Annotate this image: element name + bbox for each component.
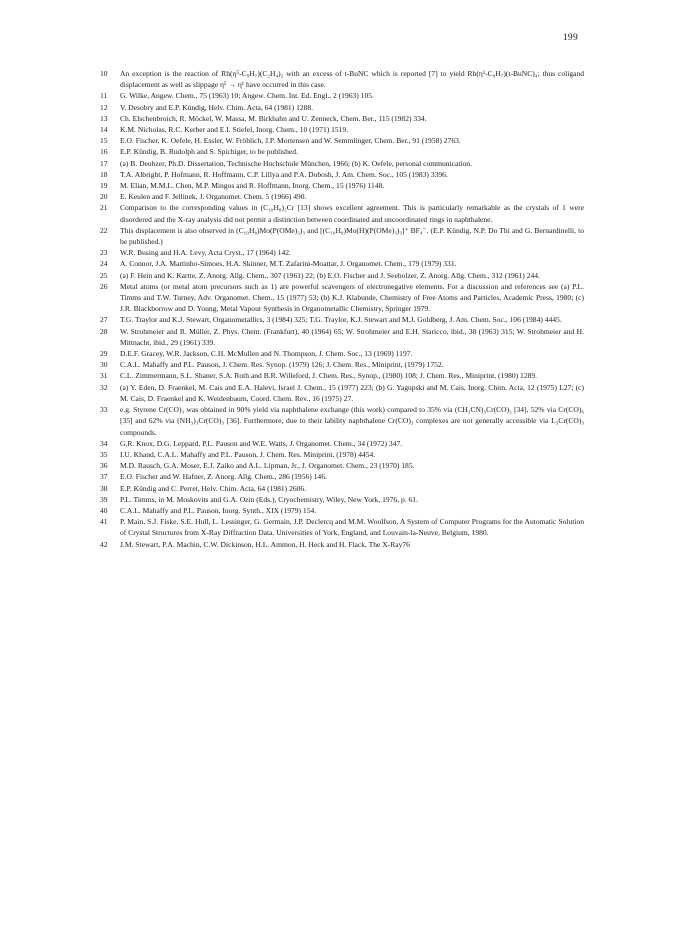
reference-text: T.G. Traylor and K.J. Stewart, Organometallics, 3 (1984) 325; T.G. Traylor, K.J. Stewart and M.J. Goldberg, J. Am. Chem. Soc., 106 (1984) 4445.: [120, 315, 562, 325]
reference-text: W.R. Busing and H.A. Levy, Acta Cryst., 17 (1964) 142.: [120, 248, 291, 258]
reference-item: [100, 483, 584, 494]
reference-item: [100, 494, 584, 505]
reference-number: 32: [100, 382, 108, 392]
reference-text: An exception is the reaction of Rh(η⁵-C₉H₇)(C₂H₄)₂ with an excess of t-BuNC which is reported [7] to yield Rh(η¹-C₉H₇)(t-BuNC)₄; thus coligand displacement as well as slippage η⁵ → η¹ have occurred in this case.: [120, 69, 584, 90]
reference-text: This displacement is also observed in (C₁₀H₈)Mo(P(OMe)₃)₃ and [(C₁₀H₈)Mo(H)(P(OMe)₃)₃]⁺ BF₄⁻. (E.P. Kündig, N.P. Do Thi and G. Bernardinelli, to be published.): [120, 225, 584, 247]
reference-number: 35: [100, 449, 108, 459]
reference-number: 20: [100, 192, 108, 202]
reference-number: 42: [100, 539, 108, 549]
reference-number: 27: [100, 315, 108, 325]
reference-item: [100, 270, 584, 281]
reference-number: 41: [100, 517, 108, 527]
reference-text: M. Elian, M.M.L. Chen, M.P. Mingos and R. Hoffmann, Inorg. Chem., 15 (1976) 1148.: [120, 181, 385, 191]
reference-text: T.A. Albright, P. Hofmann, R. Hoffmann, C.P. Lillya and P.A. Dobosh, J. Am. Chem. Soc., 105 (1983) 3396.: [120, 169, 448, 179]
reference-text: G. Wilke, Angew. Chem., 75 (1963) 10; Angew. Chem. Int. Ed. Engl., 2 (1963) 105.: [120, 91, 374, 101]
reference-text: K.M. Nicholas, R.C. Kerber and E.I. Stiefel, Inorg. Chem., 10 (1971) 1519.: [120, 125, 349, 135]
reference-number: 22: [100, 225, 108, 235]
reference-number: 33: [100, 405, 108, 415]
reference-item: [100, 225, 584, 247]
reference-item: [100, 348, 584, 359]
reference-text: (a) Y. Eden, D. Fraenkel, M. Cais and E.A. Halevi, Israel J. Chem., 15 (1977) 223; (b) G. Yagupski and M. Cais, Inorg. Chim. Acta, 12 (1975) L27; (c) M. Cais, D. Fraenkel and K. Weidenbaum, Coord. Chem. Rev., 16 (1975) 27.: [120, 382, 584, 403]
reference-list: [100, 68, 584, 550]
reference-text: (a) B. Deubzer, Ph.D. Dissertation, Technische Hochschule München, 1966; (b) K. Oefele, personal communication.: [120, 158, 472, 168]
reference-item: [100, 124, 584, 135]
reference-text: A. Connor, J.A. Martinho-Simoes, H.A. Skinner, M.T. Zafarini-Moattar, J. Organomet. Chem., 179 (1979) 331.: [120, 259, 457, 269]
reference-text: E.O. Fischer, K. Oefele, H. Essler, W. Fröhlich, J.P. Mortensen and W. Semmlinger, Chem. Ber., 91 (1958) 2763.: [120, 136, 461, 146]
reference-item: [100, 258, 584, 269]
reference-number: 29: [100, 349, 108, 359]
reference-number: 14: [100, 125, 108, 135]
reference-number: 10: [100, 69, 108, 78]
reference-text: C.A.L. Mahaffy and P.L. Pauson, Inorg. Synth., XIX (1979) 154.: [120, 505, 317, 515]
reference-item: [100, 359, 584, 370]
reference-item: [100, 90, 584, 101]
page-number: 199: [562, 33, 578, 43]
reference-item: [100, 113, 584, 124]
reference-number: 28: [100, 326, 108, 336]
reference-number: 12: [100, 102, 108, 112]
reference-item: [100, 438, 584, 449]
reference-item: [100, 449, 584, 460]
reference-text: P.L. Timms, in M. Moskovits and G.A. Ozin (Eds.), Cryochemistry, Wiley, New York, 1976, p. 61.: [120, 494, 418, 504]
reference-number: 25: [100, 270, 108, 280]
reference-item: [100, 68, 584, 90]
reference-item: [100, 326, 584, 348]
reference-number: 38: [100, 483, 108, 493]
reference-text: E.P. Kündig, B. Rudolph and S. Spichiger, to be published.: [120, 147, 298, 157]
reference-text: W. Strohmeier and R. Müller, Z. Phys. Chem. (Frankfurt), 40 (1964) 65; W. Strohmeier and E.H. Staricco, ibid., 38 (1963) 315; W. Strohmeier and H. Mittnacht, ibid., 29 (1961) 339.: [120, 326, 584, 347]
reference-text: D.E.F. Gracey, W.R. Jackson, C.H. McMullen and N. Thompson, J. Chem. Soc., 13 (1969) 1197.: [120, 349, 413, 359]
reference-text: E.P. Kündig and C. Perret, Helv. Chim. Acta, 64 (1981) 2606.: [120, 483, 307, 493]
reference-item: [100, 135, 584, 146]
reference-number: 16: [100, 147, 108, 157]
reference-text: V. Desobry and E.P. Kündig, Helv. Chim. Acta, 64 (1981) 1288.: [120, 102, 314, 112]
reference-number: 40: [100, 505, 108, 515]
reference-text: Comparison to the corresponding values in (C₁₀H₈)₂Cr [13] shows excellent agreement. This is particularly remarkable as the crystals of 1 were disordered and the X-ray analysis did not permit a distinction between coordinated and uncoordinated rings in naphthalene.: [120, 203, 584, 224]
reference-text: P. Main, S.J. Fiske, S.E. Hull, L. Lessinger, G. Germain, J.P. Declercq and M.M. Woolfson, A System of Computer Programs for the Automatic Solution of Crystal Structures from X-Ray Diffraction Data. Universities of York, England, and Louvain-la-Neuve, Belgium, 1980.: [120, 517, 584, 538]
reference-item: [100, 158, 584, 169]
reference-number: 36: [100, 461, 108, 471]
reference-item: [100, 460, 584, 471]
reference-text: C.L. Zimmermann, S.L. Shaner, S.A. Roth and B.R. Willeford, J. Chem. Res., Synop., (1980) 108; J. Chem. Res., Miniprint, (1980) 1289.: [120, 371, 538, 381]
reference-text: e.g. Styrene Cr(CO)₃ was obtained in 90% yield via naphthalene exchange (this work) compared to 35% via (CH₃CN)₃Cr(CO)₃ [34], 52% via Cr(CO)₆ [35] and 62% via (NH₃)₃Cr(CO)₃ [36]. Furthermore, due to their lability naphthalene Cr(CO)₃ complexes are not generally accessible via L₃Cr(CO)₃ compounds.: [120, 405, 584, 437]
reference-number: 15: [100, 136, 108, 146]
reference-item: [100, 404, 584, 438]
reference-number: 34: [100, 438, 108, 448]
reference-number: 17: [100, 158, 108, 168]
reference-text: Ch. Elschenbroich, R. Möckel, W. Massa, M. Birkhahn and U. Zenneck, Chem. Ber., 115 (1982) 334.: [120, 113, 427, 123]
reference-text: C.A.L. Mahaffy and P.L. Pauson, J. Chem. Res. Synop. (1979) 126; J. Chem. Res., Miniprint, (1979) 1752.: [120, 360, 444, 370]
reference-item: [100, 247, 584, 258]
reference-number: 24: [100, 259, 108, 269]
reference-item: [100, 382, 584, 404]
reference-item: [100, 314, 584, 325]
reference-text: E.O. Fischer and W. Hafner, Z. Anorg. Allg. Chem., 286 (1956) 146.: [120, 472, 327, 482]
reference-number: 11: [100, 91, 108, 101]
reference-text: Metal atoms (or metal atom precursors such as 1) are powerful scavengers of electronegative elements. For a discussion and references see (a) P.L. Timms and T.W. Turney, Adv. Organomet. Chem., 15 (1977) 53; (b) K.J. Klabunde, Chemistry of Free Atoms and Particles, Academic Press, 1980; (c) J.R. Blackborrow and D. Young, Metal Vapour Synthesis in Organometallic Chemistry, Springer 1979.: [120, 281, 584, 314]
reference-number: 21: [100, 203, 108, 213]
reference-text: (a) F. Hein and K. Kartte, Z. Anorg. Allg. Chem., 307 (1961) 22; (b) E.O. Fischer and J. Seeholzer, Z. Anorg. Allg. Chem., 312 (1961) 244.: [120, 270, 540, 280]
reference-item: [100, 370, 584, 381]
reference-number: 39: [100, 494, 108, 504]
reference-number: 26: [100, 281, 108, 291]
reference-number: 13: [100, 113, 108, 123]
reference-number: 30: [100, 360, 108, 370]
reference-item: [100, 180, 584, 191]
reference-item: [100, 539, 584, 550]
reference-text: G.R. Knox, D.G. Leppard, P.L. Pauson and W.E. Watts, J. Organomet. Chem., 34 (1972) 347.: [120, 438, 403, 448]
reference-item: [100, 191, 584, 202]
reference-item: [100, 102, 584, 113]
reference-number: 23: [100, 248, 108, 258]
reference-text: I.U. Khand, C.A.L. Mahaffy and P.L. Pauson, J. Chem. Res. Miniprint, (1978) 4454.: [120, 449, 376, 459]
reference-item: [100, 169, 584, 180]
reference-item: [100, 471, 584, 482]
reference-item: [100, 516, 584, 538]
reference-item: [100, 505, 584, 516]
reference-text: M.D. Rausch, G.A. Moser, E.J. Zaiko and A.L. Lipman, Jr., J. Organomet. Chem., 23 (1970) 185.: [120, 461, 415, 471]
reference-text: E. Keulen and F. Jellinek, J. Organomet. Chem. 5 (1966) 490.: [120, 192, 307, 202]
reference-number: 31: [100, 371, 108, 381]
reference-text: J.M. Stewart, P.A. Machin, C.W. Dickinson, H.L. Ammon, H. Heck and H. Flack, The X-Ray76: [120, 539, 410, 549]
reference-item: [100, 281, 584, 315]
reference-item: [100, 146, 584, 157]
reference-number: 19: [100, 181, 108, 191]
reference-number: 18: [100, 169, 108, 179]
reference-item: [100, 202, 584, 224]
reference-number: 37: [100, 472, 108, 482]
